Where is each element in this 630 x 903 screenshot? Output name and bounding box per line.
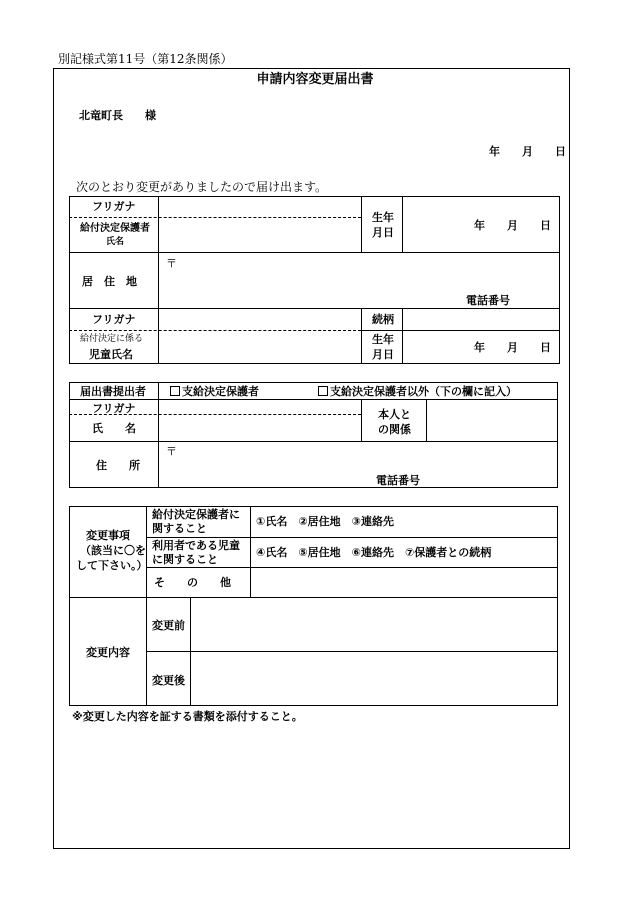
attachment-note: ※変更した内容を証する書類を添付すること。 [72,710,303,723]
row-divider [146,651,558,652]
change-table [69,506,558,706]
child-name-label: 児童氏名 [89,348,133,361]
furigana-divider [69,330,361,331]
row-divider [361,330,560,331]
furigana-label: フリガナ [92,313,136,326]
col-divider [361,308,362,364]
change-items-label: 変更事項 [86,529,130,542]
guardian-category: 給付決定保護者に [152,508,240,521]
change-items-note: （該当に〇を [80,544,146,557]
relationship-label: 続柄 [372,313,394,326]
birth-label: 生年 [372,333,394,346]
guardian-options[interactable]: ①氏名 ②居住地 ③連絡先 [256,515,394,528]
furigana-divider [69,217,361,218]
page-title: 申請内容変更届出書 [256,72,374,87]
other-label: そ の 他 [154,576,231,589]
col-divider [158,382,159,488]
change-items-note: して下さい。） [76,559,148,572]
form-number: 別記様式第11号（第12条関係） [58,52,233,66]
submission-date: 年 月 日 [489,145,566,158]
child-label: 給付決定に係る [80,334,144,344]
row-divider [146,537,558,538]
row-divider [69,597,558,598]
child-options[interactable]: ④氏名 ⑤居住地 ⑥連絡先 ⑦保護者との続柄 [256,546,492,559]
birth-label: 月日 [372,226,394,239]
furigana-label: フリガナ [92,402,136,415]
col-divider [146,506,147,706]
checkbox[interactable] [318,386,328,396]
submitter-label: 届出書提出者 [80,385,146,398]
child-birth-date: 年 月 日 [474,341,551,354]
birth-label: 月日 [372,348,394,361]
before-label: 変更前 [152,619,185,632]
col-divider [361,399,362,441]
col-divider [402,308,403,364]
child-category: 利用者である児童 [152,539,240,552]
phone-label: 電話番号 [466,294,510,307]
row-divider [69,399,558,400]
row-divider [69,441,558,442]
row-divider [69,252,560,253]
intro-text: 次のとおり変更がありましたので届け出ます。 [76,180,328,194]
col-divider [426,399,427,441]
option-guardian[interactable]: 支給決定保護者 [170,386,259,397]
row-divider [146,567,558,568]
phone-label: 電話番号 [376,474,420,487]
addressee: 北竜町長 様 [79,109,156,122]
guardian-birth-date: 年 月 日 [474,219,551,232]
checkbox[interactable] [170,386,180,396]
row-divider [69,308,560,309]
submitter-name-label: 氏 名 [92,422,136,435]
relation-label: の関係 [378,423,411,436]
name-sub-label: 氏名 [106,237,125,247]
postal-mark: 〒 [166,445,177,458]
col-divider [250,506,251,597]
guardian-name-label: 給付決定保護者 [80,223,150,234]
child-category: に関すること [152,553,218,566]
col-divider [361,196,362,252]
relation-label: 本人と [378,408,411,421]
col-divider [402,196,403,252]
after-label: 変更後 [152,674,185,687]
address-label: 居 住 地 [82,275,137,288]
col-divider [158,196,159,364]
guardian-category: 関すること [152,522,207,535]
postal-mark: 〒 [166,257,177,270]
furigana-label: フリガナ [92,200,136,213]
change-content-label: 変更内容 [86,646,130,659]
submitter-address-label: 住 所 [96,459,140,472]
birth-label: 生年 [372,211,394,224]
option-other[interactable]: 支給決定保護者以外（下の欄に記入） [318,386,517,397]
